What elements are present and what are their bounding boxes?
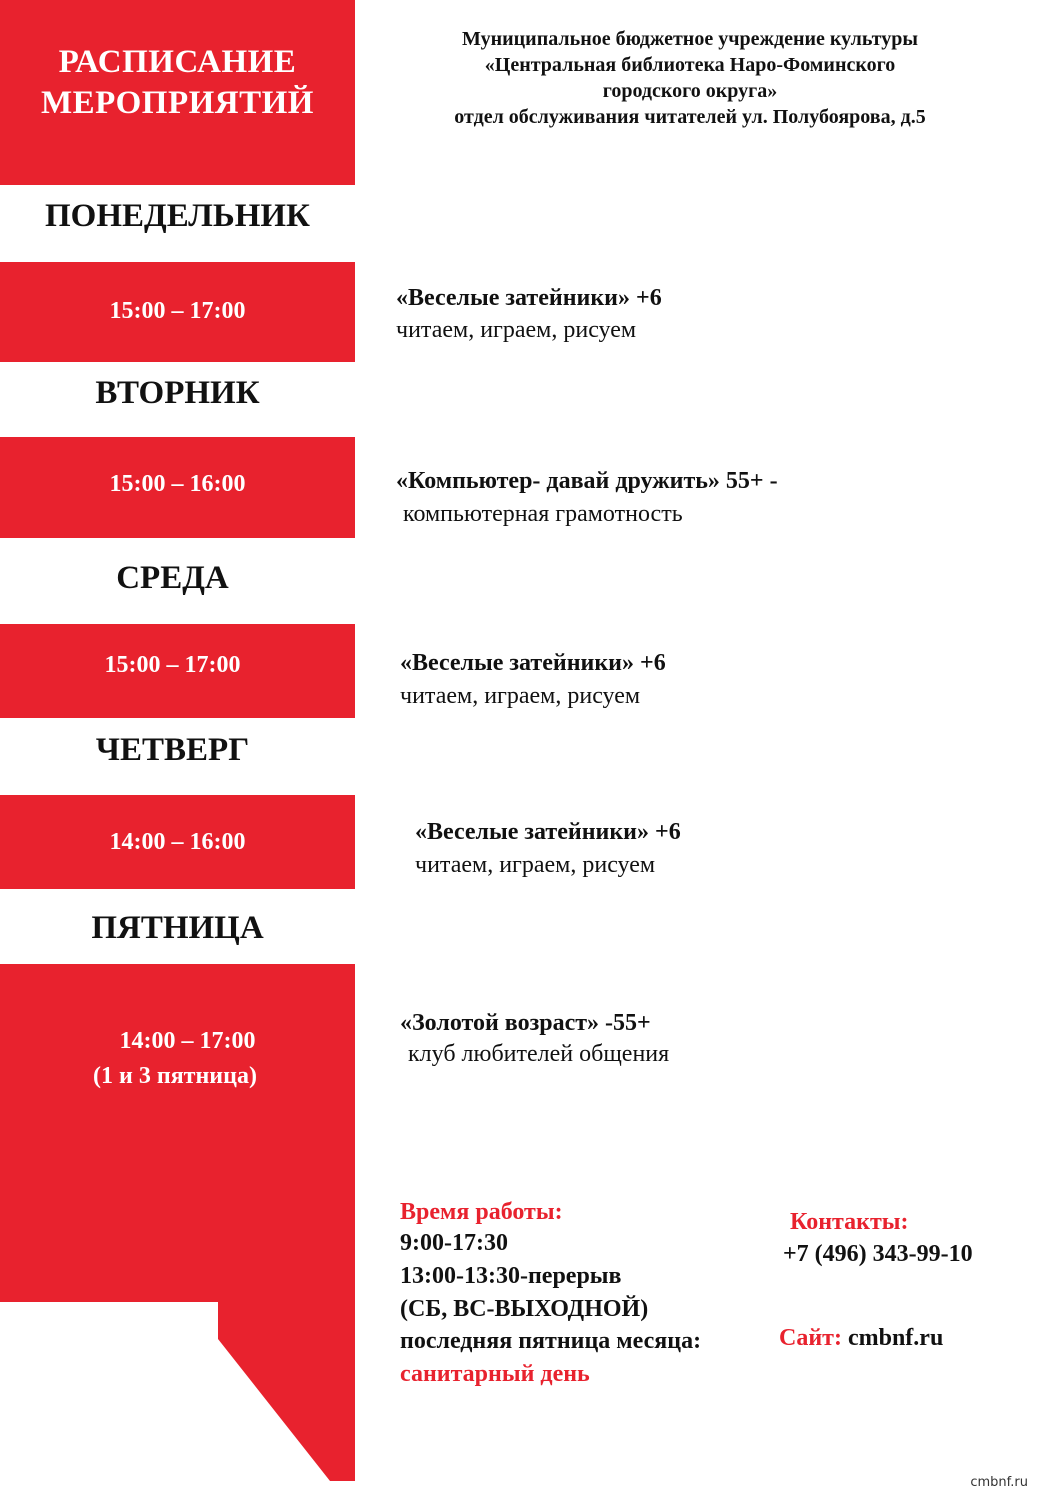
contacts-label: Контакты: xyxy=(790,1209,909,1235)
time-thursday: 14:00 – 16:00 xyxy=(109,829,246,855)
site-label: Сайт: xyxy=(779,1325,842,1351)
title-line-2: МЕРОПРИЯТИЙ xyxy=(41,85,314,121)
event-title-friday: «Золотой возраст» -55+ xyxy=(400,1010,651,1036)
event-desc-thursday: читаем, играем, рисуем xyxy=(415,852,656,878)
time-monday: 15:00 – 17:00 xyxy=(109,298,246,324)
event-desc-friday: клуб любителей общения xyxy=(408,1041,670,1067)
title-block xyxy=(0,0,355,185)
site-link[interactable]: cmbnf.ru xyxy=(847,1325,944,1351)
timebar-tuesday xyxy=(0,437,355,538)
event-desc-monday: читаем, играем, рисуем xyxy=(396,317,637,343)
hours-weekend: (СБ, ВС-ВЫХОДНОЙ) xyxy=(400,1296,649,1322)
time-wednesday: 15:00 – 17:00 xyxy=(104,652,241,678)
title-line-1: РАСПИСАНИЕ xyxy=(58,44,297,80)
time-note-friday: (1 и 3 пятница) xyxy=(93,1063,257,1089)
timebar-monday xyxy=(0,262,355,362)
contacts-phone: +7 (496) 343-99-10 xyxy=(783,1241,973,1267)
org-line-3: городского округа» xyxy=(602,80,778,102)
event-title-thursday: «Веселые затейники» +6 xyxy=(415,819,681,845)
day-friday: ПЯТНИЦА xyxy=(91,910,264,946)
event-title-monday: «Веселые затейники» +6 xyxy=(396,285,662,311)
day-wednesday: СРЕДА xyxy=(116,560,229,596)
event-title-wednesday: «Веселые затейники» +6 xyxy=(400,650,666,676)
hours-label: Время работы: xyxy=(400,1199,563,1225)
time-tuesday: 15:00 – 16:00 xyxy=(109,471,246,497)
day-thursday: ЧЕТВЕРГ xyxy=(95,732,250,768)
hours-last-friday: последняя пятница месяца: xyxy=(400,1328,702,1354)
event-title-tuesday: «Компьютер- давай дружить» 55+ - xyxy=(396,468,778,494)
timebar-wednesday xyxy=(0,624,355,718)
time-friday: 14:00 – 17:00 xyxy=(119,1028,256,1054)
event-desc-wednesday: читаем, играем, рисуем xyxy=(400,683,641,709)
hours-sanitary: санитарный день xyxy=(400,1361,590,1387)
org-header xyxy=(380,26,1000,130)
contacts-site xyxy=(779,1325,943,1352)
org-line-4: отдел обслуживания читателей ул. Полубоярова, д.5 xyxy=(454,106,926,128)
hours-value: 9:00-17:30 xyxy=(400,1230,508,1256)
org-line-2: «Центральная библиотека Наро-Фоминского xyxy=(484,54,896,76)
timebar-thursday xyxy=(0,795,355,889)
day-tuesday: ВТОРНИК xyxy=(95,375,260,411)
org-line-1: Муниципальное бюджетное учреждение культуры xyxy=(462,28,918,50)
day-monday: ПОНЕДЕЛЬНИК xyxy=(45,198,310,234)
watermark: cmbnf.ru xyxy=(970,1475,1028,1490)
hours-break: 13:00-13:30-перерыв xyxy=(400,1263,622,1289)
event-desc-tuesday: компьютерная грамотность xyxy=(403,501,683,527)
